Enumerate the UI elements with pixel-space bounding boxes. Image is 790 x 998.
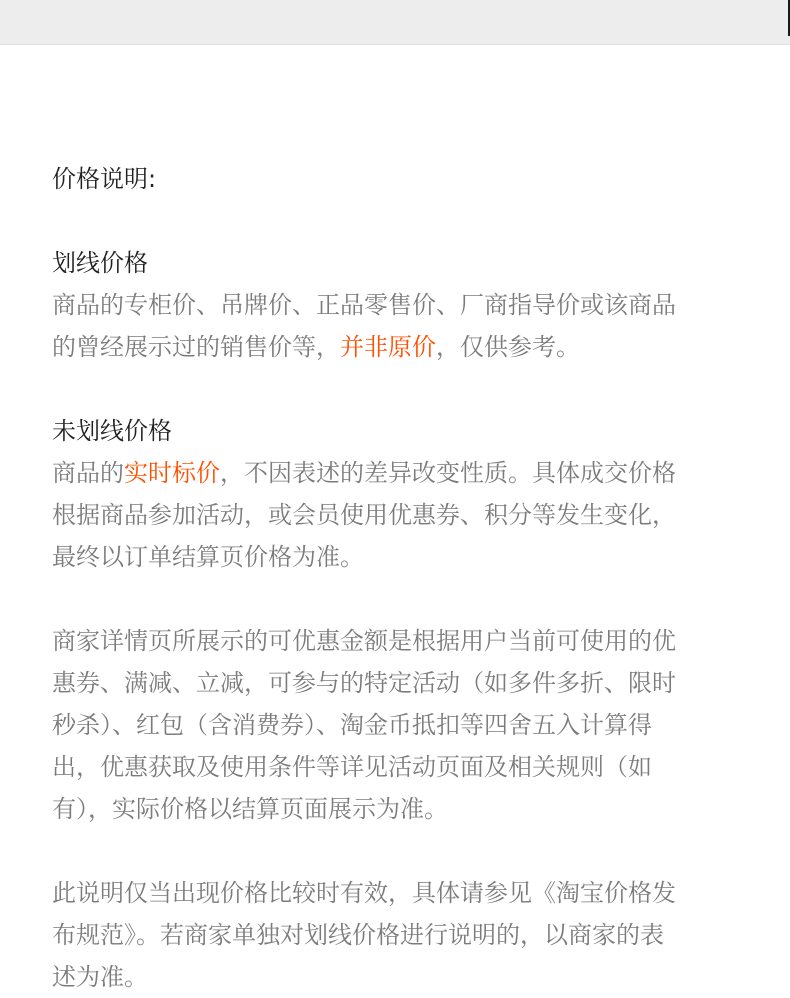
spacer [52, 578, 742, 620]
non-strikethrough-price-line-2: 根据商品参加活动，或会员使用优惠券、积分等发生变化， [52, 501, 676, 529]
non-strikethrough-price-heading: 未划线价格 [52, 417, 172, 445]
non-strikethrough-line-1-post: ，不因表述的差异改变性质。具体成交价格 [220, 459, 676, 487]
spacer [52, 830, 742, 872]
discount-line-2: 惠券、满减、立减，可参与的特定活动（如多件多折、限时 [52, 669, 676, 697]
validity-line-3: 述为准。 [52, 963, 148, 991]
strikethrough-line-2-post: ，仅供参考。 [436, 333, 580, 361]
real-time-price-highlight: 实时标价 [124, 459, 220, 487]
spacer [52, 368, 742, 410]
price-notice-content [52, 158, 742, 998]
discount-line-4: 出，优惠获取及使用条件等详见活动页面及相关规则（如 [52, 753, 652, 781]
discount-line-1: 商家详情页所展示的可优惠金额是根据用户当前可使用的优 [52, 627, 676, 655]
strikethrough-price-line-2 [52, 326, 742, 368]
price-notice-title: 价格说明: [52, 165, 157, 193]
top-bar [0, 0, 790, 45]
validity-line-2: 布规范》。若商家单独对划线价格进行说明的，以商家的表 [52, 921, 664, 949]
non-strikethrough-line-1-pre: 商品的 [52, 459, 124, 487]
not-original-price-highlight: 并非原价 [340, 333, 436, 361]
non-strikethrough-price-line-3: 最终以订单结算页价格为准。 [52, 543, 364, 571]
non-strikethrough-price-line-1 [52, 452, 742, 494]
spacer [52, 200, 742, 242]
strikethrough-line-2-pre: 的曾经展示过的销售价等， [52, 333, 340, 361]
strikethrough-price-line-1: 商品的专柜价、吊牌价、正品零售价、厂商指导价或该商品 [52, 291, 676, 319]
strikethrough-price-heading: 划线价格 [52, 249, 148, 277]
validity-line-1: 此说明仅当出现价格比较时有效，具体请参见《淘宝价格发 [52, 879, 676, 907]
discount-line-5: 有），实际价格以结算页面展示为准。 [52, 795, 448, 823]
discount-line-3: 秒杀）、红包（含消费券）、淘金币抵扣等四舍五入计算得 [52, 711, 652, 739]
